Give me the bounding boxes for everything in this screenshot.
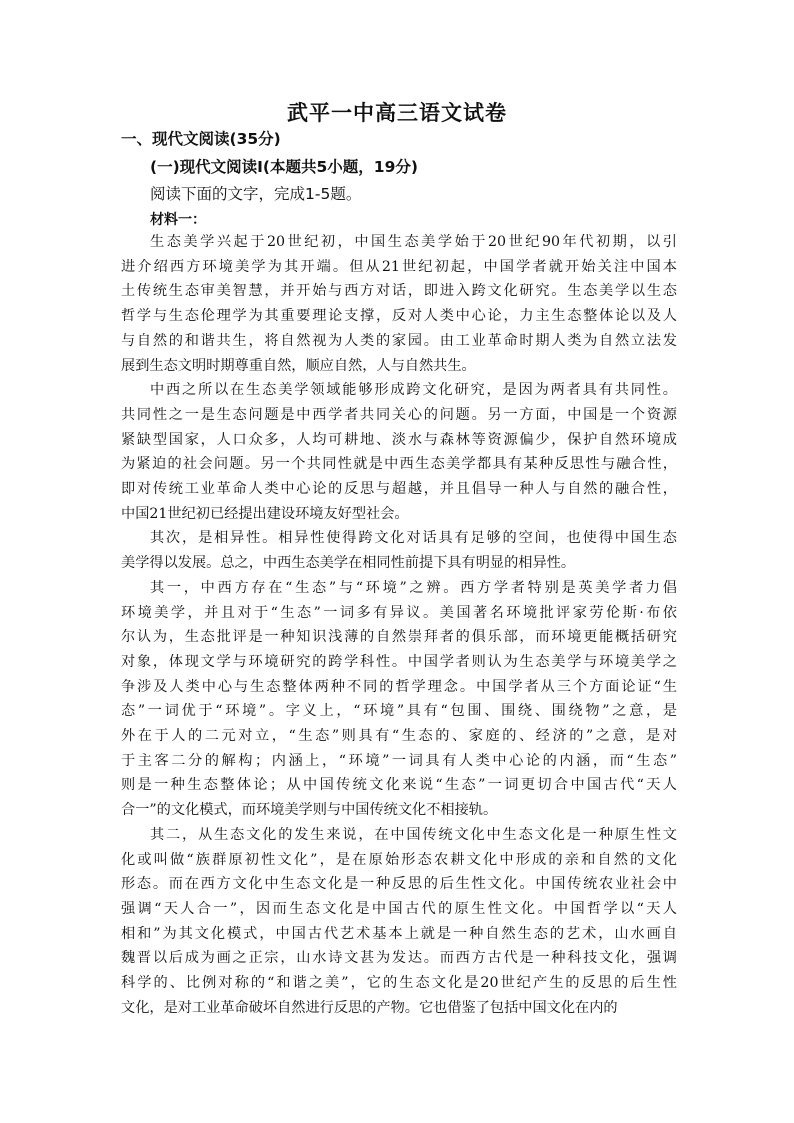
text-line: 即对传统工业革命人类中心论的反思与超越，并且倡导一种人与自然的融合性， xyxy=(121,481,677,498)
text-line: 展到生态文明时期尊重自然，顺应自然，人与自然共生。 xyxy=(121,357,476,374)
text-line: 形态。而在西方文化中生态文化是一种反思的后生性文化。中国传统农业社会中 xyxy=(121,876,677,893)
text-line: 中国21世纪初已经提出建设环境友好型社会。 xyxy=(121,505,409,522)
text-line: 魏晋以后成为画之正宗，山水诗文甚为发达。而西方古代是一种科技文化，强调 xyxy=(121,950,677,967)
text-line: 相和”为其文化模式，中国古代艺术基本上就是一种自然生态的艺术，山水画自 xyxy=(121,925,677,942)
text-line: 生态美学兴起于20世纪初，中国生态美学始于20世纪90年代初期，以引 xyxy=(150,234,677,250)
text-line: 为紧迫的社会问题。另一个共同性就是中西生态美学都具有某种反思性与融合性， xyxy=(121,456,677,473)
text-line: 强调“天人合一”，因而生态文化是中国古代的原生性文化。中国哲学以“天人 xyxy=(121,900,677,917)
paragraph xyxy=(121,230,677,378)
text-line: 中西之所以在生态美学领域能够形成跨文化研究，是因为两者具有共同性。 xyxy=(150,382,677,399)
paragraph xyxy=(121,526,677,575)
text-line: 争涉及人类中心与生态整体两种不同的哲学理念。中国学者从三个方面论证“生 xyxy=(121,678,677,695)
text-line: 对象，体现文学与环境研究的跨学科性。中国学者则认为生态美学与环境美学之 xyxy=(121,653,677,670)
text-line: 共同性之一是生态问题是中西学者共同关心的问题。另一方面，中国是一个资源 xyxy=(121,406,677,423)
text-line: 外在于人的二元对立，“生态”则具有“生态的、家庭的、经济的”之意，是对 xyxy=(121,728,677,745)
text-line: 紧缺型国家，人口众多，人均可耕地、淡水与森林等资源偏少，保护自然环境成 xyxy=(121,431,677,448)
material-label: 材料一： xyxy=(150,212,206,228)
paragraph xyxy=(121,576,677,823)
text-line: 合一”的文化模式，而环境美学则与中国传统文化不相接轨。 xyxy=(121,802,498,819)
paragraph xyxy=(121,378,677,526)
section-heading: 一、现代文阅读(35分) xyxy=(121,130,281,148)
text-line: 进介绍西方环境美学为其开端。但从21世纪初起，中国学者就开始关注中国本 xyxy=(121,258,677,275)
text-line: 其二，从生态文化的发生来说，在中国传统文化中生态文化是一种原生性文 xyxy=(150,826,677,843)
paragraph xyxy=(121,823,677,1021)
text-line: 科学的、比例对称的“和谐之美”，它的生态文化是20世纪产生的反思的后生性 xyxy=(121,975,677,992)
text-line: 化或叫做“族群原初性文化”，是在原始形态农耕文化中形成的亲和自然的文化 xyxy=(121,851,677,868)
instruction-text: 阅读下面的文字，完成1-5题。 xyxy=(150,185,362,203)
text-line: 其次，是相异性。相异性使得跨文化对话具有足够的空间，也使得中国生态 xyxy=(150,530,677,547)
text-line: 则是一种生态整体论；从中国传统文化来说“生态”一词更切合中国古代“天人 xyxy=(121,777,677,794)
text-line: 其一，中西方存在“生态”与“环境”之辨。西方学者特别是英美学者力倡 xyxy=(150,579,677,596)
text-line: 文化，是对工业革命破坏自然进行反思的产物。它也借鉴了包括中国文化在内的 xyxy=(121,999,618,1016)
text-line: 哲学与生态伦理学为其重要理论支撑，反对人类中心论，力主生态整体论以及人 xyxy=(121,308,677,325)
text-line: 态”一词优于“环境”。字义上，“环境”具有“包围、围绕、围绕物”之意，是 xyxy=(121,703,677,720)
text-line: 尔认为，生态批评是一种知识浅薄的自然崇拜者的俱乐部，而环境更能概括研究 xyxy=(121,629,677,646)
text-line: 环境美学，并且对于“生态”一词多有异议。美国著名环境批评家劳伦斯·布依 xyxy=(121,604,677,621)
text-line: 土传统生态审美智慧，并开始与西方对话，即进入跨文化研究。生态美学以生态 xyxy=(121,283,677,300)
text-line: 与自然的和谐共生，将自然视为人类的家园。由工业革命时期人类为自然立法发 xyxy=(121,332,677,349)
subsection-heading: (一)现代文阅读Ⅰ(本题共5小题，19分) xyxy=(150,158,418,176)
text-line: 美学得以发展。总之，中西生态美学在相同性前提下具有明显的相异性。 xyxy=(121,555,576,572)
page-title: 武平一中高三语文试卷 xyxy=(287,101,507,125)
article-body xyxy=(121,230,677,1021)
text-line: 于主客二分的解构；内涵上，“环境”一词具有人类中心论的内涵，而“生态” xyxy=(121,752,677,769)
